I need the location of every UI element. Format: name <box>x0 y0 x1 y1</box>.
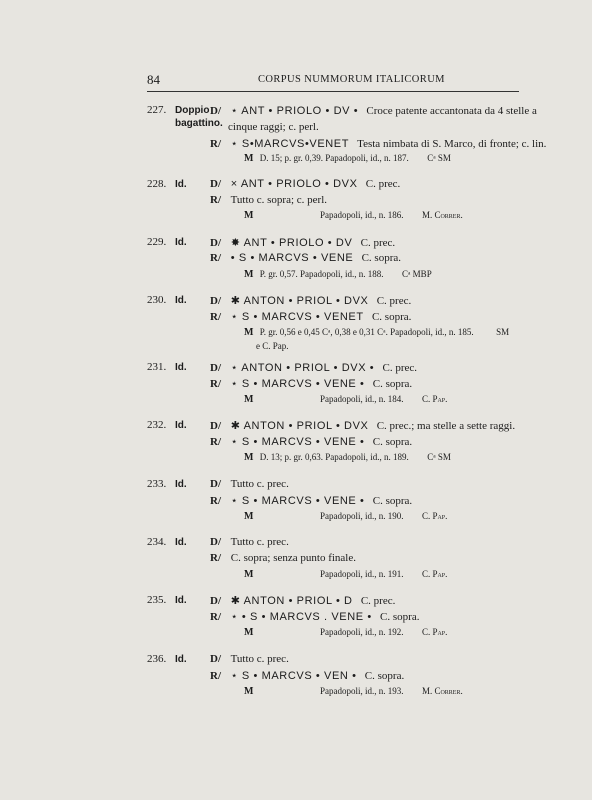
entry-metadata <box>244 569 447 580</box>
entry-number: 228. <box>147 178 167 190</box>
obverse-marker: D/ <box>210 105 221 117</box>
entry-number: 230. <box>147 294 167 306</box>
obverse-marker: D/ <box>210 478 221 490</box>
reverse-legend: ⋆ S•MARCVS•VENET <box>230 138 350 150</box>
obverse-description: C. prec. <box>365 178 401 190</box>
metal: M <box>244 269 254 280</box>
reverse-description: C. sopra; senza punto finale. <box>230 552 356 564</box>
reverse-line <box>210 669 404 684</box>
collection: C. Pap. <box>421 394 448 404</box>
obverse-line <box>210 419 515 434</box>
entry-metadata <box>244 153 451 164</box>
entry-number: 227. <box>147 104 167 116</box>
entry-number: 232. <box>147 419 167 431</box>
entry-number: 233. <box>147 478 167 490</box>
collection: SM <box>496 327 510 337</box>
reverse-marker: R/ <box>210 436 221 448</box>
obverse-description: Tutto c. prec. <box>230 653 289 665</box>
reverse-description: Testa nimbata di S. Marco, di fronte; c. lin. <box>357 138 547 150</box>
obverse-marker: D/ <box>210 237 221 249</box>
denomination: Id. <box>175 237 187 248</box>
entry-metadata <box>244 269 432 280</box>
collection: M. Correr. <box>421 686 463 696</box>
obverse-legend: ✱ ANTON • PRIOL • D <box>230 595 353 607</box>
obverse-marker: D/ <box>210 536 221 548</box>
running-title: CORPUS NUMMORUM ITALICORUM <box>258 74 445 85</box>
reverse-description: C. sopra. <box>372 378 413 390</box>
metal: M <box>244 327 254 338</box>
reverse-marker: R/ <box>210 138 221 150</box>
reverse-line <box>210 310 411 325</box>
reverse-marker: R/ <box>210 378 221 390</box>
reference: P. gr. 0,57. Papadopoli, id., n. 188. <box>259 269 384 279</box>
entry-metadata-cont: e C. Pap. <box>256 341 289 351</box>
obverse-line <box>210 361 417 376</box>
reference: Papadopoli, id., n. 193. <box>319 686 404 696</box>
reverse-legend: ⋆ • S • MARCVS . VENE • <box>230 611 372 623</box>
header-rule <box>147 91 519 92</box>
denomination: Id. <box>175 595 187 606</box>
obverse-description: Tutto c. prec. <box>230 536 289 548</box>
metal: M <box>244 511 254 522</box>
metal: M <box>244 686 254 697</box>
reverse-marker: R/ <box>210 670 221 682</box>
entry-metadata <box>244 327 509 338</box>
obverse-line <box>210 294 411 309</box>
obverse-continuation: cinque raggi; c. perl. <box>228 121 319 133</box>
obverse-description: Croce patente accantonata da 4 stelle a <box>366 105 537 117</box>
reverse-description: Tutto c. sopra; c. perl. <box>230 194 328 206</box>
collection: C. Pap. <box>421 569 448 579</box>
metal: M <box>244 627 254 638</box>
reference: D. 13; p. gr. 0,63. Papadopoli, id., n. 189. <box>259 452 409 462</box>
obverse-marker: D/ <box>210 295 221 307</box>
obverse-marker: D/ <box>210 420 221 432</box>
denomination: Id. <box>175 362 187 373</box>
reverse-legend: ⋆ S • MARCVS • VENE • <box>230 436 365 448</box>
obverse-line <box>210 478 289 493</box>
reverse-line <box>210 194 327 209</box>
reverse-line <box>210 377 412 392</box>
reverse-description: C. sopra. <box>371 311 412 323</box>
obverse-description: C. prec.; ma stelle a sette raggi. <box>376 420 516 432</box>
reverse-legend: ⋆ S • MARCVS • VEN • <box>230 670 357 682</box>
denomination: Id. <box>175 654 187 665</box>
obverse-description: C. prec. <box>360 595 396 607</box>
entry-metadata <box>244 686 463 697</box>
reverse-legend: ⋆ S • MARCVS • VENE • <box>230 378 365 390</box>
reverse-marker: R/ <box>210 252 221 264</box>
reverse-marker: R/ <box>210 311 221 323</box>
collection: M. Correr. <box>421 210 463 220</box>
obverse-description: Tutto c. prec. <box>230 478 289 490</box>
metal: M <box>244 569 254 580</box>
collection: Cᵃ MBP <box>401 269 432 279</box>
obverse-description: C. prec. <box>382 362 418 374</box>
reference: Papadopoli, id., n. 192. <box>319 627 404 637</box>
reverse-description: C. sopra. <box>380 611 420 623</box>
obverse-line <box>210 236 395 251</box>
obverse-legend: ✱ ANTON • PRIOL • DVX <box>230 420 369 432</box>
metal: M <box>244 452 254 463</box>
reverse-description: C. sopra. <box>372 495 413 507</box>
obverse-legend: ✸ ANT • PRIOLO • DV <box>230 237 353 249</box>
entry-metadata <box>244 511 447 522</box>
entry-metadata <box>244 394 447 405</box>
obverse-description: C. prec. <box>360 237 396 249</box>
entry-number: 236. <box>147 653 167 665</box>
reverse-line <box>210 494 412 509</box>
obverse-line <box>210 653 289 668</box>
reverse-line <box>210 435 412 450</box>
obverse-line <box>210 536 289 551</box>
metal: M <box>244 210 254 221</box>
denomination: Id. <box>175 179 187 190</box>
reverse-marker: R/ <box>210 552 221 564</box>
collection: Cᵃ SM <box>427 153 451 163</box>
collection: C. Pap. <box>421 627 448 637</box>
entry-metadata <box>244 627 447 638</box>
entry-metadata <box>244 210 463 221</box>
obverse-line <box>210 104 537 119</box>
page-number: 84 <box>147 72 160 87</box>
reverse-line <box>210 552 356 567</box>
obverse-line <box>210 178 400 193</box>
entry-number: 231. <box>147 361 167 373</box>
obverse-legend: ✱ ANTON • PRIOL • DVX <box>230 295 369 307</box>
obverse-legend: ⋆ ANTON • PRIOL • DVX • <box>230 362 375 374</box>
reverse-description: C. sopra. <box>361 252 402 264</box>
reverse-description: C. sopra. <box>364 670 405 682</box>
obverse-marker: D/ <box>210 653 221 665</box>
reverse-legend: • S • MARCVS • VENE <box>230 252 354 264</box>
reverse-marker: R/ <box>210 495 221 507</box>
obverse-description: C. prec. <box>376 295 412 307</box>
obverse-marker: D/ <box>210 178 221 190</box>
obverse-marker: D/ <box>210 595 221 607</box>
denomination: Id. <box>175 479 187 490</box>
reference: Papadopoli, id., n. 184. <box>319 394 404 404</box>
obverse-legend: × ANT • PRIOLO • DVX <box>230 178 358 190</box>
denomination: Id. <box>175 420 187 431</box>
collection: Cᵃ SM <box>427 452 451 462</box>
reference: P. gr. 0,56 e 0,45 Cᵃ, 0,38 e 0,31 Cᵃ. Papadopoli, id., n. 185. <box>259 327 474 337</box>
entry-number: 229. <box>147 236 167 248</box>
entry-number: 234. <box>147 536 167 548</box>
denomination: Doppio bagattino. <box>175 105 223 129</box>
reference: Papadopoli, id., n. 186. <box>319 210 404 220</box>
reverse-line <box>210 252 401 267</box>
reverse-legend: ⋆ S • MARCVS • VENE • <box>230 495 365 507</box>
denomination: Id. <box>175 295 187 306</box>
reference: Papadopoli, id., n. 190. <box>319 511 404 521</box>
reverse-description: C. sopra. <box>372 436 413 448</box>
metal: M <box>244 394 254 405</box>
reference: Papadopoli, id., n. 191. <box>319 569 404 579</box>
metal: M <box>244 153 254 164</box>
reverse-marker: R/ <box>210 611 221 623</box>
reverse-line <box>210 137 546 152</box>
obverse-legend: ⋆ ANT • PRIOLO • DV • <box>230 105 359 117</box>
denomination: Id. <box>175 537 187 548</box>
collection: C. Pap. <box>421 511 448 521</box>
reverse-legend: ⋆ S • MARCVS • VENET <box>230 311 364 323</box>
obverse-line <box>210 594 395 609</box>
obverse-marker: D/ <box>210 362 221 374</box>
reference: D. 15; p. gr. 0,39. Papadopoli, id., n. 187. <box>259 153 409 163</box>
reverse-line <box>210 610 419 625</box>
entry-number: 235. <box>147 594 167 606</box>
entry-metadata <box>244 452 451 463</box>
reverse-marker: R/ <box>210 194 221 206</box>
